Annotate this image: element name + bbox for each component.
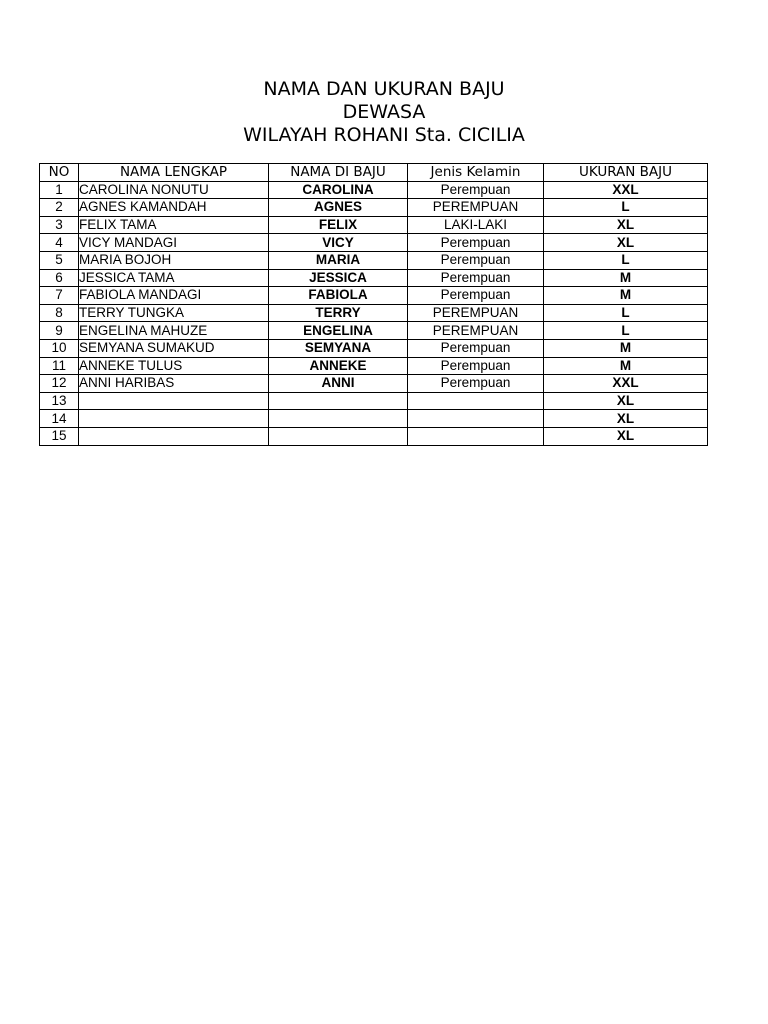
cell-shirt-size: XL <box>544 216 708 234</box>
table-row <box>40 410 708 428</box>
cell-shirt-name: FELIX <box>269 216 408 234</box>
table-body <box>40 181 708 445</box>
cell-full-name: ANNEKE TULUS <box>79 357 269 375</box>
cell-shirt-name <box>269 427 408 445</box>
cell-shirt-size: L <box>544 199 708 217</box>
cell-full-name: VICY MANDAGI <box>79 234 269 252</box>
header-shirt-size: UKURAN BAJU <box>544 164 708 182</box>
table-row <box>40 251 708 269</box>
cell-full-name: FABIOLA MANDAGI <box>79 287 269 305</box>
cell-gender: PEREMPUAN <box>408 304 544 322</box>
table-row <box>40 216 708 234</box>
table-row <box>40 304 708 322</box>
table-row <box>40 199 708 217</box>
cell-full-name <box>79 392 269 410</box>
cell-shirt-name: CAROLINA <box>269 181 408 199</box>
cell-no: 15 <box>40 427 79 445</box>
table-row <box>40 287 708 305</box>
cell-gender: Perempuan <box>408 181 544 199</box>
cell-no: 3 <box>40 216 79 234</box>
cell-shirt-name <box>269 392 408 410</box>
document-title <box>0 78 768 147</box>
cell-shirt-size: L <box>544 322 708 340</box>
cell-shirt-size: XXL <box>544 375 708 393</box>
cell-no: 10 <box>40 339 79 357</box>
table-row <box>40 357 708 375</box>
cell-full-name: FELIX TAMA <box>79 216 269 234</box>
title-line-1: NAMA DAN UKURAN BAJU <box>263 78 505 100</box>
cell-no: 13 <box>40 392 79 410</box>
cell-no: 1 <box>40 181 79 199</box>
cell-shirt-size: XL <box>544 234 708 252</box>
table-header-row <box>40 164 708 182</box>
header-gender: Jenis Kelamin <box>408 164 544 182</box>
cell-shirt-name: MARIA <box>269 251 408 269</box>
cell-gender: LAKI-LAKI <box>408 216 544 234</box>
cell-shirt-name: SEMYANA <box>269 339 408 357</box>
cell-no: 5 <box>40 251 79 269</box>
cell-shirt-size: L <box>544 304 708 322</box>
table-row <box>40 392 708 410</box>
cell-no: 11 <box>40 357 79 375</box>
cell-shirt-size: XXL <box>544 181 708 199</box>
cell-shirt-name: JESSICA <box>269 269 408 287</box>
cell-gender <box>408 392 544 410</box>
title-line-3: WILAYAH ROHANI Sta. CICILIA <box>243 124 525 146</box>
cell-no: 8 <box>40 304 79 322</box>
header-no: NO <box>40 164 79 182</box>
title-line-2: DEWASA <box>342 101 426 123</box>
cell-gender: Perempuan <box>408 251 544 269</box>
header-shirt-name: NAMA DI BAJU <box>269 164 408 182</box>
cell-no: 4 <box>40 234 79 252</box>
table-row <box>40 427 708 445</box>
cell-shirt-name: ANNI <box>269 375 408 393</box>
cell-shirt-name: ENGELINA <box>269 322 408 340</box>
cell-full-name: AGNES KAMANDAH <box>79 199 269 217</box>
cell-full-name <box>79 410 269 428</box>
cell-shirt-name: TERRY <box>269 304 408 322</box>
table-row <box>40 339 708 357</box>
cell-full-name: ENGELINA MAHUZE <box>79 322 269 340</box>
header-full-name: NAMA LENGKAP <box>79 164 269 182</box>
cell-shirt-size: XL <box>544 410 708 428</box>
cell-full-name: MARIA BOJOH <box>79 251 269 269</box>
cell-gender: PEREMPUAN <box>408 322 544 340</box>
cell-shirt-name <box>269 410 408 428</box>
cell-shirt-size: M <box>544 269 708 287</box>
cell-shirt-size: XL <box>544 427 708 445</box>
shirt-size-table <box>39 163 708 446</box>
table-row <box>40 322 708 340</box>
cell-full-name: TERRY TUNGKA <box>79 304 269 322</box>
cell-shirt-name: AGNES <box>269 199 408 217</box>
cell-shirt-name: FABIOLA <box>269 287 408 305</box>
cell-gender: Perempuan <box>408 269 544 287</box>
table-row <box>40 269 708 287</box>
cell-shirt-name: VICY <box>269 234 408 252</box>
table-row <box>40 375 708 393</box>
cell-full-name: ANNI HARIBAS <box>79 375 269 393</box>
cell-full-name <box>79 427 269 445</box>
cell-no: 2 <box>40 199 79 217</box>
cell-shirt-name: ANNEKE <box>269 357 408 375</box>
cell-full-name: CAROLINA NONUTU <box>79 181 269 199</box>
cell-no: 14 <box>40 410 79 428</box>
cell-gender <box>408 410 544 428</box>
cell-no: 9 <box>40 322 79 340</box>
cell-gender: Perempuan <box>408 375 544 393</box>
cell-gender <box>408 427 544 445</box>
cell-gender: Perempuan <box>408 339 544 357</box>
cell-full-name: JESSICA TAMA <box>79 269 269 287</box>
table-row <box>40 234 708 252</box>
cell-gender: Perempuan <box>408 234 544 252</box>
cell-shirt-size: L <box>544 251 708 269</box>
cell-no: 7 <box>40 287 79 305</box>
cell-no: 12 <box>40 375 79 393</box>
cell-full-name: SEMYANA SUMAKUD <box>79 339 269 357</box>
cell-shirt-size: M <box>544 339 708 357</box>
cell-gender: Perempuan <box>408 287 544 305</box>
cell-no: 6 <box>40 269 79 287</box>
cell-gender: PEREMPUAN <box>408 199 544 217</box>
cell-shirt-size: XL <box>544 392 708 410</box>
cell-shirt-size: M <box>544 357 708 375</box>
table-row <box>40 181 708 199</box>
cell-shirt-size: M <box>544 287 708 305</box>
cell-gender: Perempuan <box>408 357 544 375</box>
